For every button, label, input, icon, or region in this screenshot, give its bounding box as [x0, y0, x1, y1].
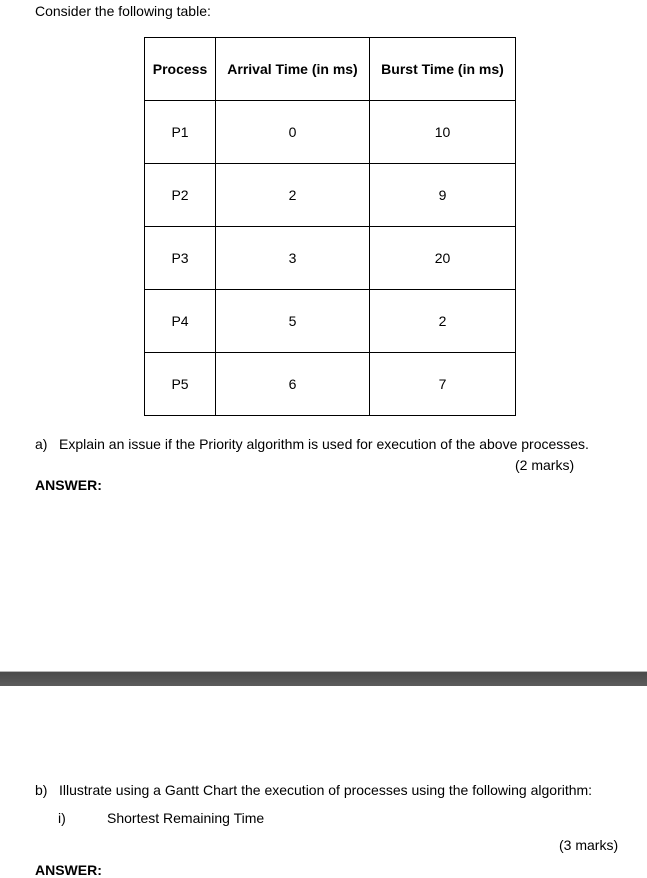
question-b-sub-text: Shortest Remaining Time — [107, 810, 265, 826]
question-b-sub-label: i) — [58, 810, 66, 826]
table-row — [145, 227, 516, 290]
cell-arrival: 2 — [216, 164, 370, 227]
cell-arrival: 5 — [216, 290, 370, 353]
cell-process: P1 — [145, 101, 216, 164]
cell-process: P5 — [145, 353, 216, 416]
table-row — [145, 353, 516, 416]
answer-label-b: ANSWER: — [35, 862, 102, 878]
cell-process: P4 — [145, 290, 216, 353]
cell-arrival: 0 — [216, 101, 370, 164]
question-a-marks: (2 marks) — [515, 457, 575, 473]
process-table — [144, 37, 516, 416]
cell-burst: 20 — [370, 227, 516, 290]
cell-burst: 7 — [370, 353, 516, 416]
cell-burst: 9 — [370, 164, 516, 227]
cell-arrival: 6 — [216, 353, 370, 416]
header-arrival-time: Arrival Time (in ms) — [216, 38, 370, 101]
table-row — [145, 290, 516, 353]
cell-burst: 10 — [370, 101, 516, 164]
table-header-row — [145, 38, 516, 101]
page-divider — [0, 671, 647, 686]
cell-process: P2 — [145, 164, 216, 227]
cell-process: P3 — [145, 227, 216, 290]
question-a-text: Explain an issue if the Priority algorithm is used for execution of the above processes. — [59, 436, 589, 452]
header-burst-time: Burst Time (in ms) — [370, 38, 516, 101]
question-b — [35, 782, 592, 798]
question-b-text: Illustrate using a Gantt Chart the execution of processes using the following algorithm: — [59, 782, 593, 798]
cell-arrival: 3 — [216, 227, 370, 290]
table-row — [145, 164, 516, 227]
cell-burst: 2 — [370, 290, 516, 353]
answer-label: ANSWER: — [35, 477, 102, 493]
question-b-marks: (3 marks) — [559, 837, 619, 853]
question-a-label: a) — [35, 436, 48, 452]
header-process: Process — [145, 38, 216, 101]
table-row — [145, 101, 516, 164]
question-b-label: b) — [35, 782, 48, 798]
intro-text: Consider the following table: — [35, 3, 211, 19]
question-a — [35, 436, 589, 452]
